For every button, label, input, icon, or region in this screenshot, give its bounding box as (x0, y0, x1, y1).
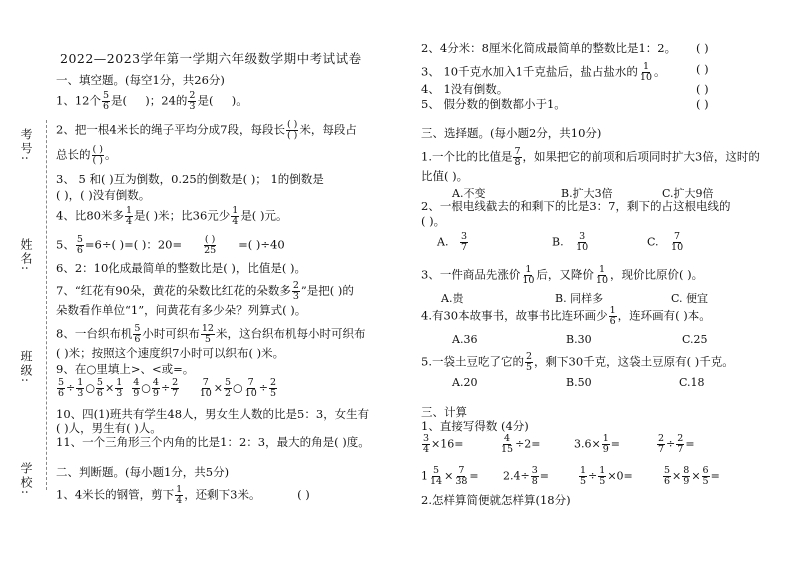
fraction: $\frac{1}{6}$ (609, 305, 616, 327)
binding-line (46, 120, 47, 490)
sidebar-xingming: 姓名: (19, 238, 33, 273)
q3-3-option-a: A.贵 (441, 292, 464, 305)
calc-row-1: $\frac{3}{4}$ ×16= (423, 433, 464, 455)
sidebar-kaohao: 考号: (19, 128, 33, 163)
q3-2-option-a: A. $\frac{3}{7}$ (437, 231, 467, 253)
q1-3b: ( )，( )没有倒数。 (56, 188, 151, 202)
q1-5: 5、 $\frac{5}{6}$ =6÷( )=( )：20= $\frac{( )}{25}$ =( )÷40 (56, 234, 285, 256)
fraction: $\frac{12}{5}$ (201, 323, 214, 345)
q1-7a: 7、“红花有90朵，黄花的朵数比红花的朵数多 $\frac{2}{3}$ ”是把( )的 (56, 280, 354, 302)
fraction: $\frac{1}{4}$ (125, 205, 132, 227)
q3-5-option-a: A.20 (452, 376, 478, 389)
calc-row-1-d: $\frac{2}{7}$ ÷ $\frac{2}{7}$ = (658, 433, 695, 455)
q3-4-option-b: B.30 (566, 333, 592, 346)
q3-2b: ( )。 (421, 214, 446, 228)
fraction: $\frac{( )}{( )}$ (92, 144, 103, 166)
q1-8b: ( )米；按照这个速度织7小时可以织布( )米。 (56, 346, 285, 360)
q1-7b: 朵数看作单位“1”，问黄花有多少朵？列算式( )。 (56, 303, 307, 317)
q3-3-option-b: B. 同样多 (555, 292, 604, 305)
q2-5-blank: ( ) (696, 97, 709, 111)
q1-1: 1、12个 $\frac{5}{6}$ 是( )；24的 $\frac{2}{3}$ 是( )。 (56, 90, 248, 112)
section-2-heading: 二、判断题。(每小题1分，共5分) (56, 465, 230, 479)
q3-5: 5.一袋土豆吃了它的 $\frac{2}{5}$ ，剩下30千克，这袋土豆原有( )千克。 (421, 351, 734, 373)
q3-3: 3、一件商品先涨价 $\frac{1}{10}$ 后，又降价 $\frac{1}{10}$ ，现价比原价( )。 (421, 264, 704, 286)
fraction: $\frac{1}{4}$ (232, 205, 239, 227)
fraction: $\frac{1}{10}$ (639, 61, 653, 83)
q1-10b: ( )人，男生有( )人。 (56, 421, 162, 435)
q1-11: 11、一个三角形三个内角的比是1：2：3，最大的角是( )度。 (56, 435, 370, 449)
q3-2-option-c: C. $\frac{7}{10}$ (647, 231, 684, 253)
q3-2a: 2、一根电线截去的和剩下的比是3：7，剩下的占这根电线的 (421, 199, 731, 213)
q2-4-blank: ( ) (696, 82, 709, 96)
fraction: $\frac{5}{6}$ (134, 323, 141, 345)
fraction: $\frac{7}{8}$ (514, 146, 521, 168)
fraction: $\frac{1}{10}$ (522, 264, 535, 286)
fraction: $\frac{5}{6}$ (76, 234, 83, 256)
sidebar-banji: 班级: (19, 350, 33, 385)
fraction: $\frac{1}{10}$ (595, 264, 609, 286)
q1-8a: 8、一台织布机 $\frac{5}{6}$ 小时可织布 $\frac{12}{5}$ 米，这台织布机每小时可织布 (56, 323, 366, 345)
fraction: $\frac{1}{4}$ (176, 484, 183, 506)
q2-3-blank: ( ) (696, 62, 709, 76)
q2-3: 3、 10千克水加入1千克盐后，盐占盐水的 $\frac{1}{10}$ 。 (421, 61, 666, 83)
q1-9-comparisons: $\frac{5}{6}$ ÷ $\frac{1}{3}$ ○ $\frac{5}{6}$ × $\frac{1}{3}$ $\frac{4}{9}$ ○ $\frac{4}{9}$ ÷ $\frac{2}{7}$ $\frac{7}{10}$ × $\frac{5}{2}$ ○ $\frac{7}{10}$ ÷ $\frac{2}{5}$ (58, 377, 277, 399)
q3-1b: 比值( )。 (421, 169, 469, 183)
fraction: $\frac{( )}{25}$ (204, 234, 217, 256)
sub2-heading: 2.怎样算简便就怎样算(18分) (421, 493, 571, 507)
q2-4: 4、 1没有倒数。 (421, 82, 509, 96)
q3-4-option-c: C.25 (682, 333, 708, 346)
q3-4-option-a: A.36 (452, 333, 478, 346)
calc-row-2: 1 $\frac{5}{14}$ × $\frac{7}{38}$ = (421, 465, 479, 487)
q2-2-blank: ( ) (696, 41, 709, 55)
calc-row-2-b: 2.4÷ $\frac{3}{8}$ = (503, 465, 549, 487)
q3-4: 4.有30本故事书，故事书比连环画少 $\frac{1}{6}$ ，连环画有( )本。 (421, 305, 711, 327)
q2-2: 2、4分米：8厘米化简成最简单的整数比是1：2。 (421, 41, 677, 55)
q2-1: 1、4米长的钢管，剪下 $\frac{1}{4}$ ，还剩下3米。 ( ) (56, 484, 310, 506)
section-3-heading: 三、选择题。(每小题2分，共10分) (421, 126, 602, 140)
fraction: $\frac{5}{6}$ (102, 90, 109, 112)
section-1-heading: 一、填空题。(每空1分，共26分) (56, 73, 225, 87)
q2-5: 5、 假分数的倒数都小于1。 (421, 97, 566, 111)
fraction: $\frac{2}{3}$ (292, 280, 299, 302)
q3-1a: 1.一个比的比值是 $\frac{7}{8}$ ，如果把它的前项和后项同时扩大3倍，这时的 (421, 146, 760, 168)
q3-1-option-a: A.不变 (452, 187, 486, 200)
q3-1-option-b: B.扩大3倍 (561, 187, 613, 200)
calc-row-2-d: $\frac{5}{6}$ × $\frac{8}{9}$ × $\frac{6}{5}$ = (664, 465, 720, 487)
fraction: $\frac{2}{3}$ (189, 90, 196, 112)
q1-9: 9、在○里填上>、<或=。 (56, 362, 195, 376)
calc-row-2-c: $\frac{1}{5}$ ÷ $\frac{1}{5}$ ×0= (580, 465, 633, 487)
q1-3a: 3、 5 和( )互为倒数，0.25的倒数是( )； 1的倒数是 (56, 172, 324, 186)
calc-row-1-b: $\frac{4}{15}$ ÷2= (501, 433, 541, 455)
sub1-heading: 1、直接写得数 (4分) (421, 419, 529, 433)
q1-10a: 10、四(1)班共有学生48人，男女生人数的比是5：3，女生有 (56, 407, 370, 421)
q1-2a: 2、把一根4米长的绳子平均分成7段，每段长 $\frac{( )}{( )}$ 米，每段占 (56, 119, 357, 141)
q1-2b: 总长的 $\frac{( )}{( )}$ 。 (56, 144, 117, 166)
q3-1-option-c: C.扩大9倍 (662, 187, 714, 200)
sidebar-xuexiao: 学校: (19, 462, 33, 497)
page-title: 2022—2023学年第一学期六年级数学期中考试试卷 (60, 51, 362, 66)
fraction: $\frac{2}{5}$ (525, 351, 533, 373)
q3-2-option-b: B. $\frac{3}{10}$ (552, 231, 589, 253)
calc-row-1-c: 3.6× $\frac{1}{9}$ = (574, 433, 620, 455)
q1-4: 4、比80米多 $\frac{1}{4}$ 是( )米；比36元少 $\frac{1}{4}$ 是( )元。 (56, 205, 288, 227)
q3-5-option-c: C.18 (679, 376, 705, 389)
section-4-heading: 三、计算 (421, 405, 467, 419)
q3-5-option-b: B.50 (566, 376, 592, 389)
fraction: $\frac{( )}{( )}$ (286, 119, 298, 141)
q3-3-option-c: C. 便宜 (671, 292, 709, 305)
q1-6: 6、2：10化成最简单的整数比是( )，比值是( )。 (56, 261, 307, 275)
